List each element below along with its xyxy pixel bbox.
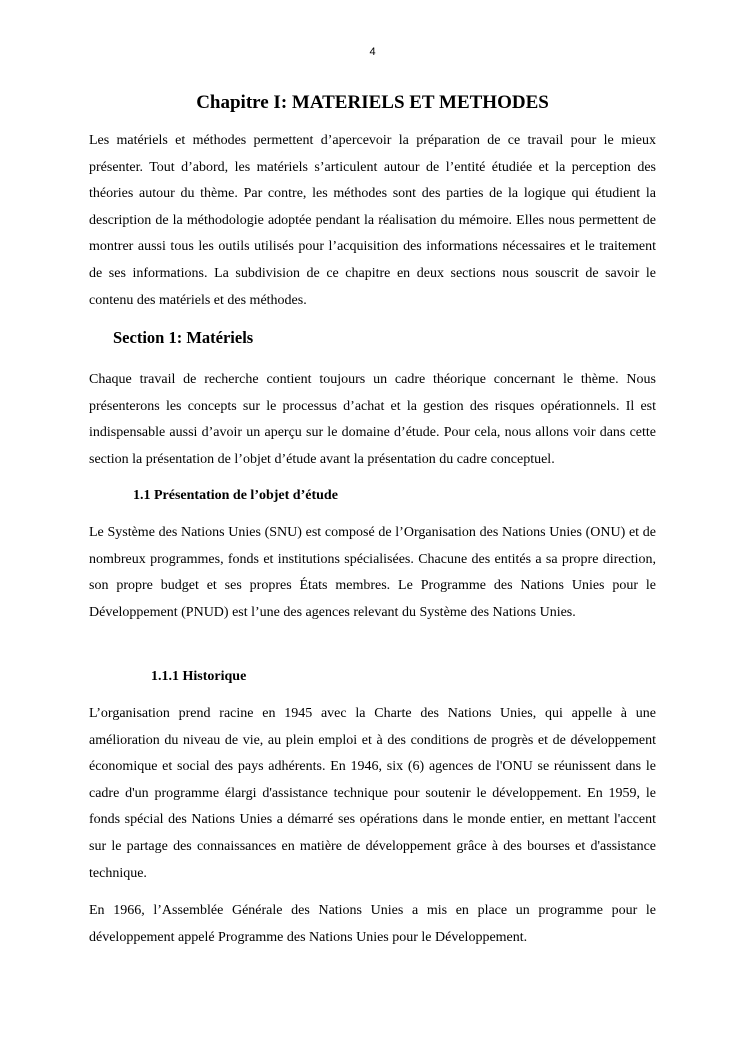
intro-paragraph: Les matériels et méthodes permettent d’apercevoir la préparation de ce travail pour le mieux présenter. Tout d’abord, les matériels s’articulent autour de l’entité étudiée et la perception des théories autour du thème. Par contre, les méthodes sont des parties de la logique qui étudient la description de la méthodologie adoptée pendant la réalisation du mémoire. Elles nous permettent de montrer aussi tous les outils utilisés pour l’acquisition des informations nécessaires et le traitement de ses informations. La subdivision de ce chapitre en deux sections nous souscrit de savoir le contenu des matériels et des méthodes. — [89, 133, 656, 308]
section-1-paragraph: Chaque travail de recherche contient toujours un cadre théorique concernant le thème. Nous présenterons les concepts sur le processus d’achat et la gestion des risques opérationnels. Il est indispensable aussi d’avoir un aperçu sur le domaine d’étude. Pour cela, nous allons voir dans cette section la présentation de l’objet d’étude avant la présentation du cadre conceptuel. — [89, 372, 656, 467]
subsection-1-1-title: 1.1 Présentation de l’objet d’étude — [133, 488, 338, 503]
historique-paragraph-2: En 1966, l’Assemblée Générale des Nations Unies a mis en place un programme pour le développement appelé Programme des Nations Unies pour le Développement. — [89, 903, 656, 945]
page-number: 4 — [369, 46, 376, 58]
historique-paragraph-1: L’organisation prend racine en 1945 avec la Charte des Nations Unies, qui appelle à une amélioration du niveau de vie, au plein emploi et à des conditions de progrès et de développement économique et social des pays adhérents. En 1946, six (6) agences de l'ONU se réunissent dans le cadre d'un programme élargi d'assistance technique pour soutenir le développement. En 1959, le fonds spécial des Nations Unies a démarré ses opérations dans le monde entier, en mettant l'accent sur le partage des connaissances en matière de développement grâce à des bourses et d'assistance technique. — [89, 706, 656, 881]
subsection-1-1-1-title: 1.1.1 Historique — [151, 669, 247, 684]
section-1-title: Section 1: Matériels — [113, 328, 254, 347]
chapter-title: Chapitre I: MATERIELS ET METHODES — [196, 92, 549, 113]
subsection-1-1-paragraph: Le Système des Nations Unies (SNU) est composé de l’Organisation des Nations Unies (ONU) et de nombreux programmes, fonds et institutions spécialisées. Chacune des entités a sa propre direction, son propre budget et ses propres États membres. Le Programme des Nations Unies pour le Développement (PNUD) est l’une des agences relevant du Système des Nations Unies. — [89, 525, 656, 620]
